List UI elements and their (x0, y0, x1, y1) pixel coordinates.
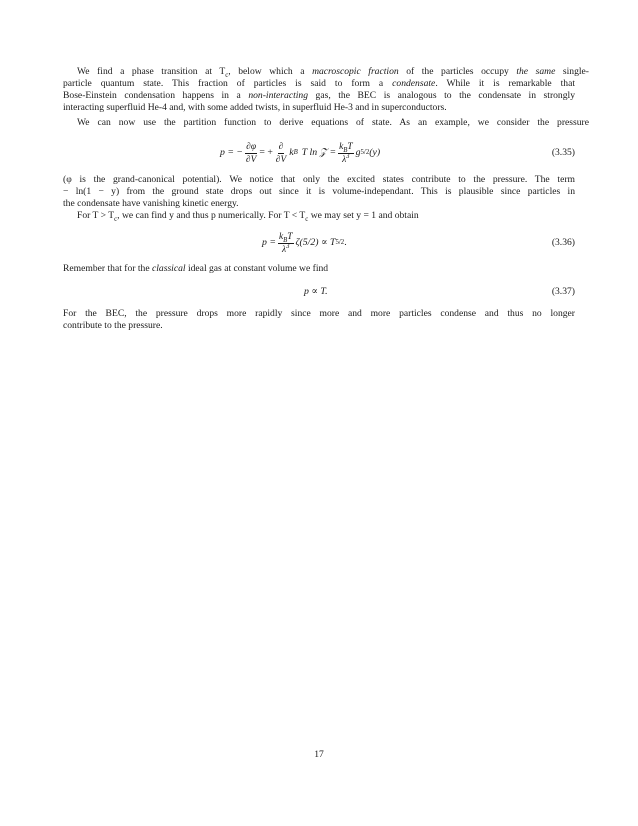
paragraph-partition-function (63, 117, 589, 129)
text-line: particle quantum state. This fraction of particles is said to form a condensate. While it is remarkable that (63, 78, 575, 89)
paragraph-classical-gas (63, 263, 575, 275)
text-line: We can now use the partition function to derive equations of state. As an example, we consider the pressure (77, 117, 589, 128)
equation-body: p ∝ T. (304, 285, 328, 297)
equation-body: p = $\frac{k_BT}{\lambda^3}$ ζ(5/2) ∝ T 5/2 . (262, 231, 347, 255)
paragraph-phase-transition-cont (63, 78, 575, 115)
equation-3-35 (63, 138, 575, 168)
text-line: Remember that for the classical ideal gas at constant volume we find (63, 263, 329, 274)
equation-3-36 (63, 228, 575, 258)
fraction: $\frac{k_BT}{\lambda^3}$ (339, 141, 353, 165)
text-line: For the BEC, the pressure drops more rapidly since more and more particles condense and thus no longer (63, 308, 575, 319)
equation-number: (3.37) (551, 285, 575, 297)
text-line: Bose-Einstein condensation happens in a non-interacting gas, the BEC is analogous to the condensate in strongly (63, 90, 575, 102)
paragraph-numerics (63, 210, 589, 222)
paragraph-grand-canonical (63, 174, 575, 211)
paragraph-phase-transition (63, 66, 589, 78)
text-line: (φ is the grand-canonical potential). We notice that only the excited states contribute to the pressure. The term (63, 174, 575, 185)
fraction: $\frac{\partial\varphi}{\partial V}$ (246, 141, 257, 165)
page-number: 17 (314, 749, 324, 760)
text-line: − ln(1 − y) from the ground state drops out since it is volume-independant. This is plausible since particles in (63, 186, 575, 198)
text-line: interacting superfluid He-4 and, with some added twists, in superfluid He-3 and in superconductors. (63, 102, 447, 114)
fraction: $\frac{k_BT}{\lambda^3}$ (278, 231, 293, 255)
text-line: For $T > T_c$, we can find y and thus p numerically. For $T < T_c$ we may set y = 1 and obtain (77, 210, 419, 223)
fraction: $\frac{\partial}{\partial V}$ (275, 141, 287, 165)
paragraph-bec-pressure (63, 308, 575, 332)
equation-number: (3.36) (551, 236, 575, 248)
equation-body: p = − $\frac{\partial\varphi}{\partial V}$ = + $\frac{\partial}{\partial V}$ k B T ln 𝒵 = $\frac{k_BT}{\lambda^3}$ g 5/2 (y) (220, 141, 381, 165)
text-line: We find a phase transition at $T_c$, below which a macroscopic fraction of the particles occupy the same single- (77, 66, 590, 79)
text-line: contribute to the pressure. (63, 320, 163, 332)
text-line: the condensate have vanishing kinetic energy. (63, 198, 239, 210)
equation-number: (3.35) (551, 146, 575, 158)
equation-3-37 (63, 279, 575, 305)
